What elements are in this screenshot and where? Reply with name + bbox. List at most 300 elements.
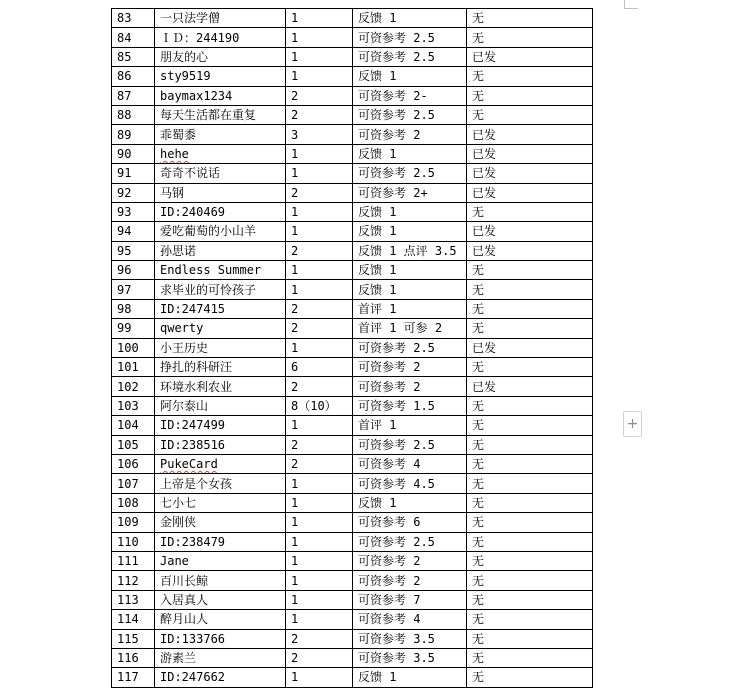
table-row — [112, 513, 593, 532]
status-cell[interactable] — [467, 241, 593, 260]
count-cell[interactable] — [286, 86, 353, 105]
status-cell[interactable] — [467, 125, 593, 144]
row-number-cell[interactable] — [112, 551, 155, 570]
cell-text: 98 — [117, 302, 132, 317]
review-cell[interactable] — [353, 47, 467, 66]
name-cell[interactable] — [155, 358, 286, 377]
review-cell[interactable] — [353, 571, 467, 590]
name-cell[interactable] — [155, 493, 286, 512]
row-number-cell[interactable] — [112, 396, 155, 415]
review-cell[interactable] — [353, 474, 467, 493]
row-number-cell[interactable] — [112, 610, 155, 629]
cell-text: 109 — [117, 515, 139, 530]
status-cell[interactable] — [467, 513, 593, 532]
count-cell[interactable] — [286, 28, 353, 47]
status-cell[interactable] — [467, 86, 593, 105]
row-number-cell[interactable] — [112, 629, 155, 648]
table-row — [112, 358, 593, 377]
review-cell[interactable] — [353, 435, 467, 454]
count-cell[interactable] — [286, 629, 353, 648]
cell-text: 无 — [472, 670, 485, 685]
count-cell[interactable] — [286, 47, 353, 66]
status-cell[interactable] — [467, 261, 593, 280]
count-cell[interactable] — [286, 358, 353, 377]
count-cell[interactable] — [286, 222, 353, 241]
cell-text: 6 — [291, 360, 299, 375]
cell-text: 87 — [117, 88, 132, 103]
review-cell[interactable] — [353, 28, 467, 47]
count-cell[interactable] — [286, 648, 353, 667]
table-body — [112, 9, 593, 688]
page-corner-mark-horizontal — [624, 8, 638, 9]
cell-text: 无 — [472, 573, 485, 588]
count-cell[interactable] — [286, 571, 353, 590]
status-cell[interactable] — [467, 9, 593, 28]
status-cell[interactable] — [467, 629, 593, 648]
status-cell[interactable] — [467, 396, 593, 415]
cell-text: 102 — [117, 379, 139, 394]
cell-text: 阿尔泰山 — [160, 399, 209, 413]
name-cell[interactable] — [155, 513, 286, 532]
cell-text: 可资参考 6 — [358, 515, 421, 530]
name-cell[interactable] — [155, 280, 286, 299]
name-cell[interactable] — [155, 648, 286, 667]
count-cell[interactable] — [286, 454, 353, 473]
cell-text: 孙思诺 — [160, 243, 197, 258]
cell-text: 乖蜀黍 — [160, 127, 197, 142]
cell-text: 可资参考 2 — [358, 554, 421, 569]
status-cell[interactable] — [467, 454, 593, 473]
count-cell[interactable] — [286, 261, 353, 280]
row-number-cell[interactable] — [112, 668, 155, 687]
row-number-cell[interactable] — [112, 319, 155, 338]
name-cell[interactable] — [155, 28, 286, 47]
table-row — [112, 9, 593, 28]
name-cell[interactable] — [155, 241, 286, 260]
table-row — [112, 202, 593, 221]
name-cell[interactable] — [155, 532, 286, 551]
review-cell[interactable] — [353, 261, 467, 280]
cell-text: 无 — [472, 651, 485, 666]
name-cell[interactable] — [155, 164, 286, 183]
review-cell[interactable] — [353, 67, 467, 86]
row-number-cell[interactable] — [112, 47, 155, 66]
cell-text: 1 — [291, 146, 299, 161]
table-row — [112, 319, 593, 338]
cell-text: 1 — [291, 224, 299, 239]
row-number-cell[interactable] — [112, 571, 155, 590]
cell-text: 1 — [291, 69, 299, 84]
name-cell[interactable] — [155, 9, 286, 28]
table-row — [112, 668, 593, 687]
review-cell[interactable] — [353, 454, 467, 473]
cell-text: 1 — [291, 30, 299, 45]
row-number-cell[interactable] — [112, 299, 155, 318]
name-cell[interactable] — [155, 86, 286, 105]
cell-text: 104 — [117, 418, 139, 433]
table-row — [112, 532, 593, 551]
cell-text: 环境水利农业 — [160, 379, 233, 394]
name-cell[interactable] — [155, 435, 286, 454]
cell-text: qwerty — [160, 321, 204, 336]
name-cell[interactable] — [155, 416, 286, 435]
cell-text: 可资参考 2.5 — [358, 534, 435, 549]
review-cell[interactable] — [353, 144, 467, 163]
status-cell[interactable] — [467, 668, 593, 687]
row-number-cell[interactable] — [112, 454, 155, 473]
row-number-cell[interactable] — [112, 338, 155, 357]
name-cell[interactable] — [155, 338, 286, 357]
name-cell[interactable] — [155, 319, 286, 338]
status-cell[interactable] — [467, 202, 593, 221]
cell-text: 已发 — [472, 243, 497, 258]
cell-text: 首评 1 可参 2 — [358, 321, 443, 336]
count-cell[interactable] — [286, 551, 353, 570]
table-row — [112, 338, 593, 357]
cell-text: 无 — [472, 534, 485, 549]
review-cell[interactable] — [353, 358, 467, 377]
cell-text: 93 — [117, 205, 132, 220]
cell-text: 无 — [472, 108, 485, 123]
cell-text: 醉月山人 — [160, 612, 209, 627]
review-cell[interactable] — [353, 9, 467, 28]
table-row — [112, 164, 593, 183]
cell-text: 95 — [117, 243, 132, 258]
review-cell[interactable] — [353, 377, 467, 396]
status-cell[interactable] — [467, 319, 593, 338]
count-cell[interactable] — [286, 396, 353, 415]
count-cell[interactable] — [286, 105, 353, 124]
count-cell[interactable] — [286, 67, 353, 86]
review-cell[interactable] — [353, 668, 467, 687]
row-number-cell[interactable] — [112, 590, 155, 609]
cell-text: 可资参考 2.5 — [358, 437, 435, 452]
name-cell[interactable] — [155, 67, 286, 86]
cell-text: 无 — [472, 399, 485, 413]
cell-text: 反馈 1 — [358, 263, 397, 278]
cell-text: 112 — [117, 573, 139, 588]
name-cell[interactable] — [155, 396, 286, 415]
row-number-cell[interactable] — [112, 222, 155, 241]
count-cell[interactable] — [286, 299, 353, 318]
table-row — [112, 125, 593, 144]
row-number-cell[interactable] — [112, 513, 155, 532]
cell-text: 无 — [472, 321, 485, 336]
cell-text: 无 — [472, 263, 485, 278]
cell-text: 无 — [472, 612, 485, 627]
page-corner-mark-vertical — [624, 0, 625, 9]
row-number-cell[interactable] — [112, 9, 155, 28]
row-number-cell[interactable] — [112, 261, 155, 280]
cell-text: 1 — [291, 554, 299, 569]
cell-text: 83 — [117, 11, 132, 26]
row-number-cell[interactable] — [112, 493, 155, 512]
review-cell[interactable] — [353, 202, 467, 221]
cell-text: 2 — [291, 185, 299, 200]
count-cell[interactable] — [286, 416, 353, 435]
cell-text: 已发 — [472, 185, 497, 200]
cell-text: 无 — [472, 495, 485, 510]
row-number-cell[interactable] — [112, 202, 155, 221]
status-cell[interactable] — [467, 280, 593, 299]
name-cell[interactable] — [155, 183, 286, 202]
cell-text: ID:240469 — [160, 205, 226, 220]
cell-text: 可资参考 2.5 — [358, 30, 435, 45]
review-cell[interactable] — [353, 86, 467, 105]
name-cell[interactable] — [155, 47, 286, 66]
status-cell[interactable] — [467, 358, 593, 377]
cell-text: ＩＤ：244190 — [160, 30, 240, 45]
cell-text: 无 — [472, 437, 485, 452]
status-cell[interactable] — [467, 610, 593, 629]
cell-text: 85 — [117, 49, 132, 64]
cell-text: 2 — [291, 243, 299, 258]
table-row — [112, 105, 593, 124]
table-row — [112, 222, 593, 241]
cell-text: 可资参考 4 — [358, 457, 421, 472]
name-cell[interactable] — [155, 222, 286, 241]
table-row — [112, 299, 593, 318]
cell-text: 一只法学僧 — [160, 11, 221, 26]
count-cell[interactable] — [286, 513, 353, 532]
status-cell[interactable] — [467, 67, 593, 86]
status-cell[interactable] — [467, 551, 593, 570]
cell-text: 每天生活都在重复 — [160, 108, 257, 123]
add-row-button[interactable]: + — [623, 411, 642, 437]
review-cell[interactable] — [353, 396, 467, 415]
name-cell[interactable] — [155, 377, 286, 396]
cell-text: 可资参考 4 — [358, 612, 421, 627]
row-number-cell[interactable] — [112, 164, 155, 183]
cell-text: 无 — [472, 205, 485, 220]
cell-text: 97 — [117, 282, 132, 297]
row-number-cell[interactable] — [112, 377, 155, 396]
table-row — [112, 610, 593, 629]
cell-text: 2 — [291, 88, 299, 103]
status-cell[interactable] — [467, 648, 593, 667]
cell-text: 反馈 1 — [358, 670, 397, 685]
cell-text: 89 — [117, 127, 132, 142]
review-cell[interactable] — [353, 105, 467, 124]
count-cell[interactable] — [286, 9, 353, 28]
status-cell[interactable] — [467, 532, 593, 551]
count-cell[interactable] — [286, 183, 353, 202]
name-cell[interactable] — [155, 610, 286, 629]
table-row — [112, 86, 593, 105]
table-row — [112, 28, 593, 47]
row-number-cell[interactable] — [112, 183, 155, 202]
name-cell[interactable] — [155, 474, 286, 493]
cell-text: 1 — [291, 495, 299, 510]
cell-text: 可资参考 7 — [358, 592, 421, 607]
cell-text: 游素兰 — [160, 651, 197, 666]
review-cell[interactable] — [353, 513, 467, 532]
cell-text: baymax1234 — [160, 88, 233, 103]
count-cell[interactable] — [286, 144, 353, 163]
review-cell[interactable] — [353, 319, 467, 338]
count-cell[interactable] — [286, 435, 353, 454]
cell-text: 1 — [291, 263, 299, 278]
status-cell[interactable] — [467, 338, 593, 357]
name-cell[interactable] — [155, 590, 286, 609]
review-cell[interactable] — [353, 610, 467, 629]
row-number-cell[interactable] — [112, 241, 155, 260]
cell-text: 可资参考 2 — [358, 360, 421, 375]
name-cell[interactable] — [155, 105, 286, 124]
count-cell[interactable] — [286, 164, 353, 183]
cell-text: 无 — [472, 360, 485, 375]
cell-text: 朋友的心 — [160, 49, 209, 64]
cell-text: 106 — [117, 457, 139, 472]
cell-text: 入居真人 — [160, 592, 209, 607]
table-row — [112, 416, 593, 435]
review-cell[interactable] — [353, 299, 467, 318]
review-cell[interactable] — [353, 280, 467, 299]
table-row — [112, 454, 593, 473]
cell-text: 反馈 1 — [358, 69, 397, 84]
status-cell[interactable] — [467, 105, 593, 124]
cell-text: 奇奇不说话 — [160, 166, 221, 181]
name-cell[interactable] — [155, 125, 286, 144]
cell-text: 2 — [291, 631, 299, 646]
cell-text: 马钢 — [160, 185, 185, 200]
cell-text: 已发 — [472, 49, 497, 64]
row-number-cell[interactable] — [112, 67, 155, 86]
status-cell[interactable] — [467, 435, 593, 454]
status-cell[interactable] — [467, 377, 593, 396]
status-cell[interactable] — [467, 571, 593, 590]
cell-text: 2 — [291, 321, 299, 336]
cell-text: 114 — [117, 612, 139, 627]
cell-text: 无 — [472, 515, 485, 530]
status-cell[interactable] — [467, 493, 593, 512]
cell-text: 86 — [117, 69, 132, 84]
cell-text: 反馈 1 — [358, 282, 397, 297]
review-cell[interactable] — [353, 164, 467, 183]
row-number-cell[interactable] — [112, 105, 155, 124]
review-cell[interactable] — [353, 551, 467, 570]
cell-text: 无 — [472, 476, 485, 491]
status-cell[interactable] — [467, 183, 593, 202]
name-cell[interactable] — [155, 668, 286, 687]
cell-text: ID:133766 — [160, 631, 226, 646]
count-cell[interactable] — [286, 241, 353, 260]
count-cell[interactable] — [286, 338, 353, 357]
status-cell[interactable] — [467, 590, 593, 609]
count-cell[interactable] — [286, 202, 353, 221]
row-number-cell[interactable] — [112, 532, 155, 551]
review-cell[interactable] — [353, 222, 467, 241]
cell-text: ID:247662 — [160, 670, 226, 685]
row-number-cell[interactable] — [112, 28, 155, 47]
name-cell[interactable] — [155, 454, 286, 473]
count-cell[interactable] — [286, 590, 353, 609]
cell-text: 反馈 1 — [358, 224, 397, 239]
table-row — [112, 377, 593, 396]
status-cell[interactable] — [467, 299, 593, 318]
row-number-cell[interactable] — [112, 435, 155, 454]
count-cell[interactable] — [286, 125, 353, 144]
table-row — [112, 67, 593, 86]
cell-text: 91 — [117, 166, 132, 181]
review-cell[interactable] — [353, 338, 467, 357]
cell-text: 115 — [117, 631, 139, 646]
cell-text: 2 — [291, 457, 299, 472]
cell-text: 无 — [472, 631, 485, 646]
status-cell[interactable] — [467, 47, 593, 66]
name-cell[interactable] — [155, 571, 286, 590]
review-cell[interactable] — [353, 241, 467, 260]
count-cell[interactable] — [286, 532, 353, 551]
count-cell[interactable] — [286, 610, 353, 629]
row-number-cell[interactable] — [112, 416, 155, 435]
name-cell[interactable] — [155, 299, 286, 318]
cell-text: 103 — [117, 399, 139, 413]
cell-text: 小王历史 — [160, 340, 209, 355]
cell-text: 88 — [117, 108, 132, 123]
row-number-cell[interactable] — [112, 86, 155, 105]
row-number-cell[interactable] — [112, 474, 155, 493]
name-cell[interactable] — [155, 261, 286, 280]
cell-text: 已发 — [472, 340, 497, 355]
review-cell[interactable] — [353, 125, 467, 144]
count-cell[interactable] — [286, 280, 353, 299]
review-cell[interactable] — [353, 183, 467, 202]
status-cell[interactable] — [467, 474, 593, 493]
name-cell[interactable] — [155, 202, 286, 221]
cell-text: 1 — [291, 515, 299, 530]
status-cell[interactable] — [467, 164, 593, 183]
status-cell[interactable] — [467, 416, 593, 435]
cell-text: ID:238479 — [160, 534, 226, 549]
status-cell[interactable] — [467, 144, 593, 163]
review-cell[interactable] — [353, 493, 467, 512]
count-cell[interactable] — [286, 319, 353, 338]
name-cell[interactable] — [155, 629, 286, 648]
review-cell[interactable] — [353, 590, 467, 609]
count-cell[interactable] — [286, 377, 353, 396]
row-number-cell[interactable] — [112, 648, 155, 667]
status-cell[interactable] — [467, 222, 593, 241]
cell-text: ID:247415 — [160, 302, 226, 317]
cell-text: 94 — [117, 224, 132, 239]
row-number-cell[interactable] — [112, 144, 155, 163]
review-cell[interactable] — [353, 416, 467, 435]
cell-text: 无 — [472, 302, 485, 317]
cell-text: 1 — [291, 11, 299, 26]
table-row — [112, 261, 593, 280]
count-cell[interactable] — [286, 474, 353, 493]
name-cell[interactable] — [155, 144, 286, 163]
cell-text: 可资参考 2+ — [358, 185, 428, 200]
review-cell[interactable] — [353, 532, 467, 551]
row-number-cell[interactable] — [112, 125, 155, 144]
row-number-cell[interactable] — [112, 280, 155, 299]
cell-text: 107 — [117, 476, 139, 491]
review-cell[interactable] — [353, 629, 467, 648]
row-number-cell[interactable] — [112, 358, 155, 377]
cell-text: 无 — [472, 282, 485, 297]
status-cell[interactable] — [467, 28, 593, 47]
cell-text: 113 — [117, 592, 139, 607]
count-cell[interactable] — [286, 668, 353, 687]
cell-text: hehe — [160, 146, 189, 161]
count-cell[interactable] — [286, 493, 353, 512]
review-cell[interactable] — [353, 648, 467, 667]
cell-text: 1 — [291, 340, 299, 355]
table-row — [112, 435, 593, 454]
name-cell[interactable] — [155, 551, 286, 570]
